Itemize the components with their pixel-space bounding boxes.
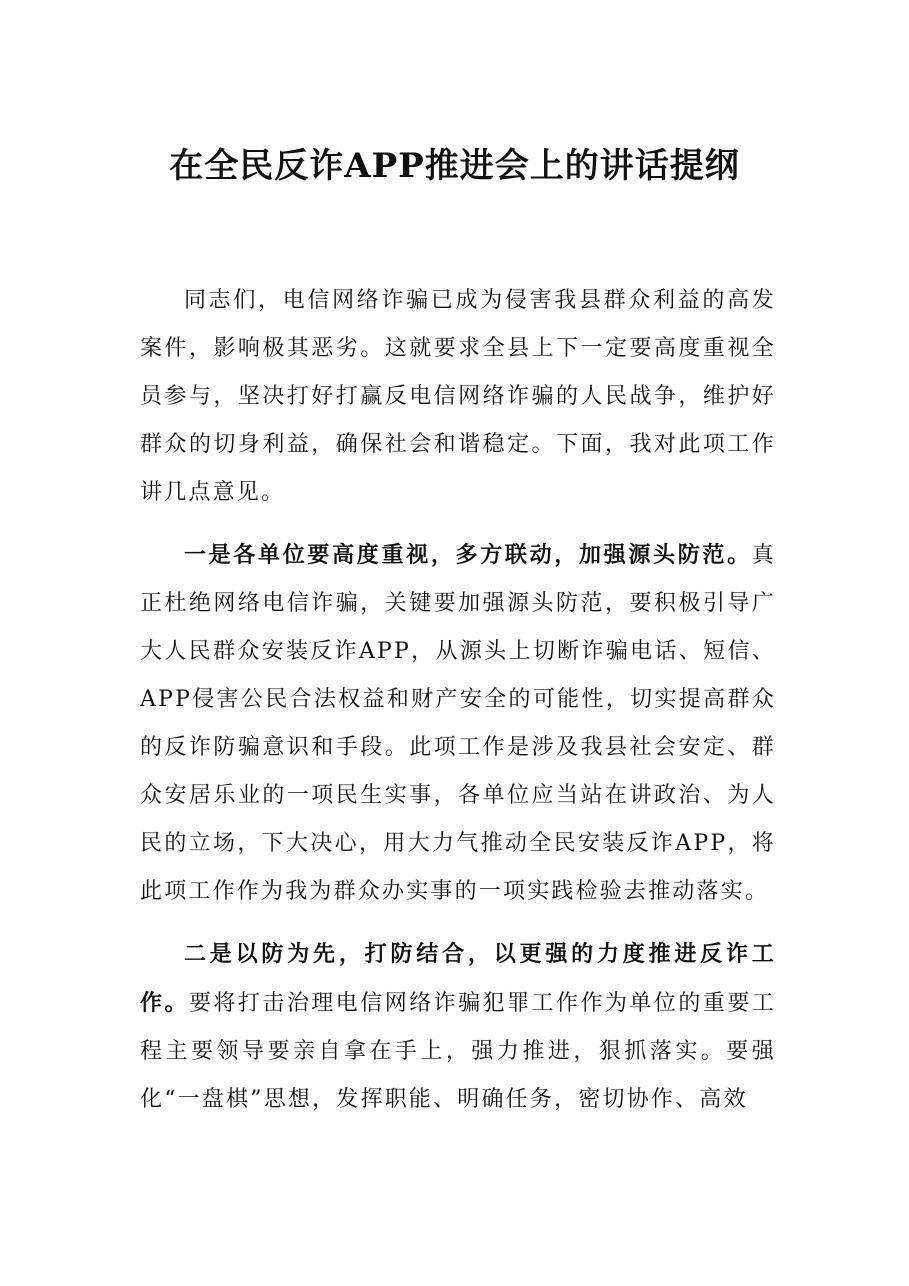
document-body (140, 276, 776, 1138)
paragraph-lead: 一是各单位要高度重视，多方联动，加强源头防范。 (184, 542, 752, 568)
paragraph-text: 同志们，电信网络诈骗已成为侵害我县群众利益的高发案件，影响极其恶劣。这就要求全县上下一定要高度重视全员参与，坚决打好打赢反电信网络诈骗的人民战争，维护好群众的切身利益，确保社会和谐稳定。下面，我对此项工作讲几点意见。 (140, 288, 776, 505)
paragraph-lead: 二是以防为先，打防结合，以更强的力度推进反诈工作。 (140, 941, 776, 1016)
paragraph-text: 真正杜绝网络电信诈骗，关键要加强源头防范，要积极引导广大人民群众安装反诈APP，从源头上切断诈骗电话、短信、APP侵害公民合法权益和财产安全的可能性，切实提高群众的反诈防骗意识和手段。此项工作是涉及我县社会安定、群众安居乐业的一项民生实事，各单位应当站在讲政治、为人民的立场，下大决心，用大力气推动全民安装反诈APP，将此项工作作为我为群众办实事的一项实践检验去推动落实。 (140, 543, 776, 904)
paragraph-text: 要将打击治理电信网络诈骗犯罪工作作为单位的重要工程主要领导要亲自拿在手上，强力推进，狠抓落实。要强化“一盘棋”思想，发挥职能、明确任务，密切协作、高效 (140, 991, 776, 1112)
document-title: 在全民反诈APP推进会上的讲话提纲 (169, 146, 740, 186)
paragraph-point-two (140, 930, 776, 1124)
paragraph-point-one (140, 531, 776, 916)
paragraph-intro (140, 276, 776, 517)
